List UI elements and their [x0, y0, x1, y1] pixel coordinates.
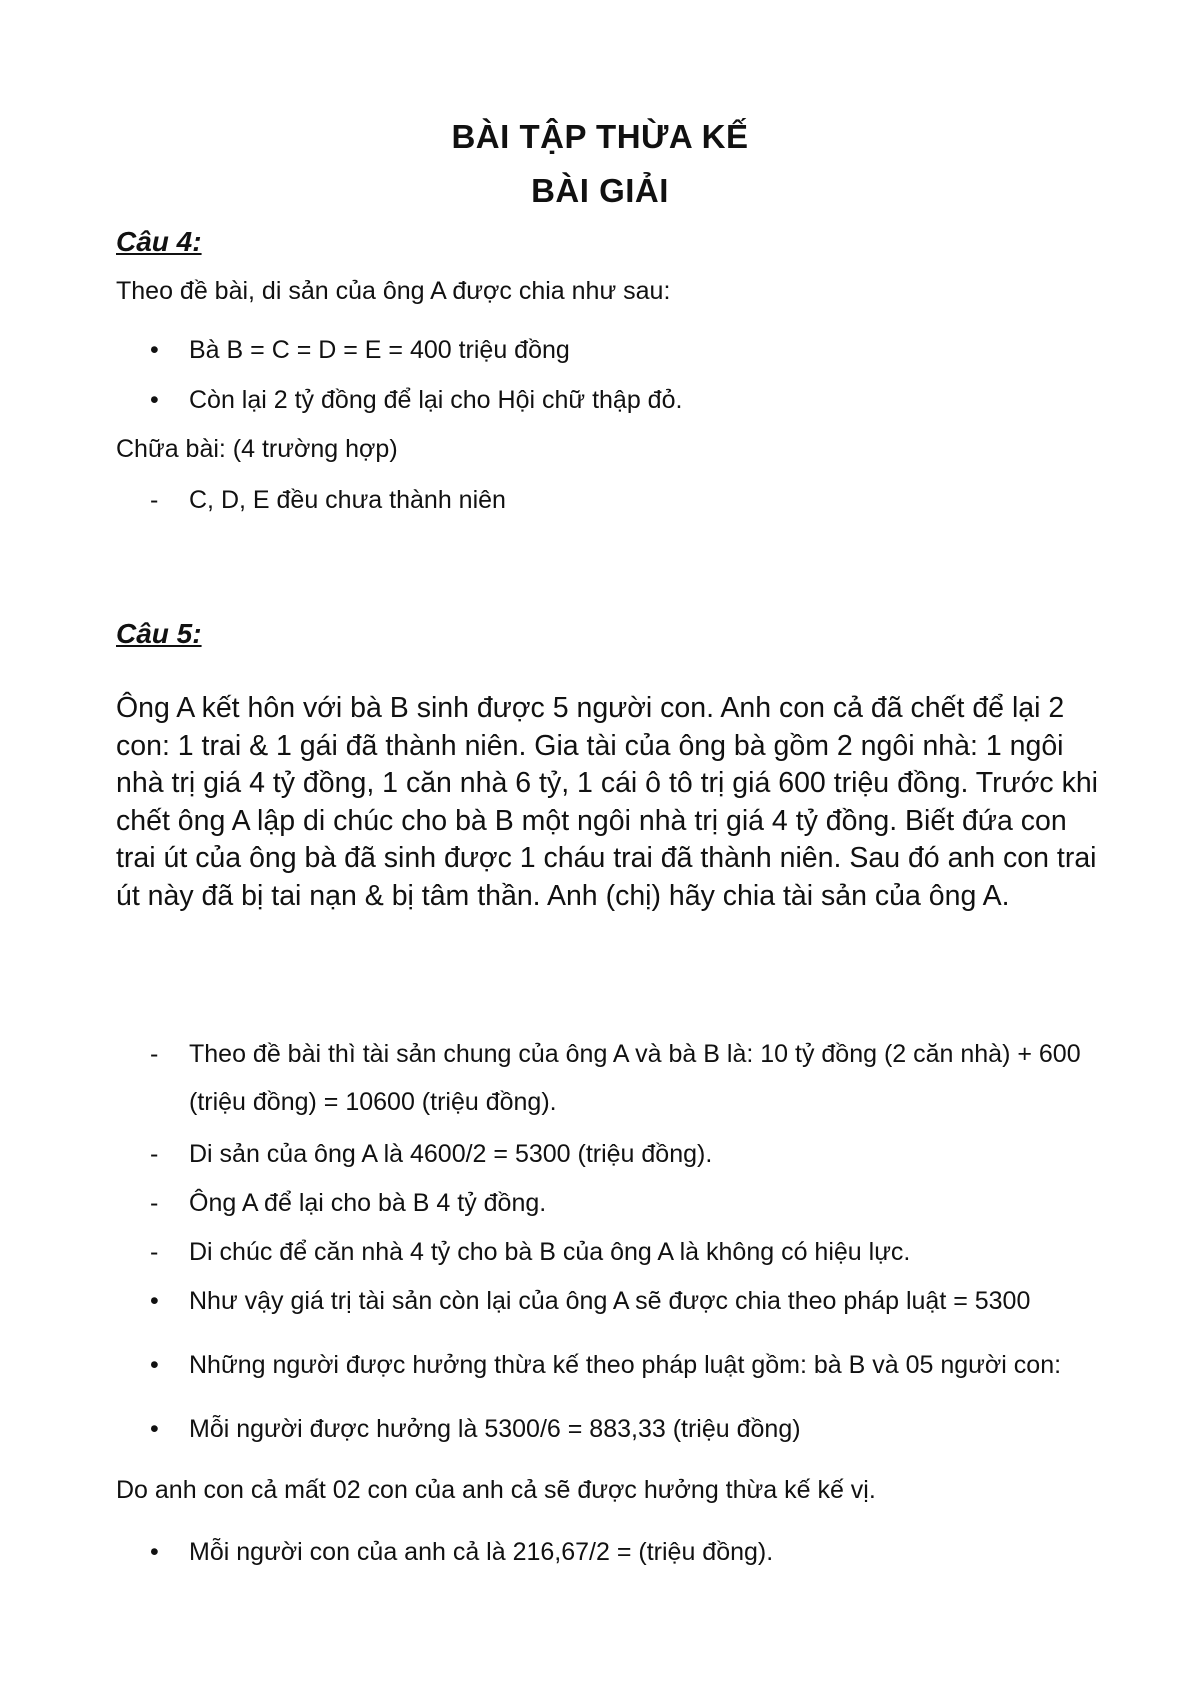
list-item: [116, 1236, 1106, 1268]
document-title: BÀI TẬP THỪA KẾ: [451, 118, 749, 155]
list-item: [116, 1536, 1106, 1568]
list-item-text: Theo đề bài thì tài sản chung của ông A và bà B là: 10 tỷ đồng (2 căn nhà) + 600 (triệu đồng) = 10600 (triệu đồng).: [189, 1040, 1081, 1116]
document-subtitle: BÀI GIẢI: [531, 172, 669, 209]
bullet-marker: •: [150, 1415, 159, 1443]
list-item: [116, 1138, 1106, 1170]
list-item: [116, 384, 1106, 416]
list-item-text: Di chúc để căn nhà 4 tỷ cho bà B của ông A là không có hiệu lực.: [189, 1238, 911, 1266]
bullet-marker: •: [150, 1538, 159, 1566]
bullet-marker: •: [150, 1287, 159, 1315]
list-item-text: Những người được hưởng thừa kế theo pháp luật gồm: bà B và 05 người con:: [189, 1351, 1062, 1379]
dash-marker: -: [150, 1238, 159, 1266]
bullet-marker: •: [150, 336, 159, 364]
list-item-text: Ông A để lại cho bà B 4 tỷ đồng.: [189, 1189, 547, 1217]
question-4-intro: Theo đề bài, di sản của ông A được chia như sau:: [116, 277, 671, 305]
bullet-marker: •: [150, 1351, 159, 1379]
bullet-marker: •: [150, 386, 159, 414]
dash-marker: -: [150, 1040, 159, 1068]
question-5-problem: Ông A kết hôn với bà B sinh được 5 người con. Anh con cả đã chết để lại 2 con: 1 trai & 1 gái đã thành niên. Gia tài của ông bà gồm 2 ngôi nhà: 1 ngôi nhà trị giá 4 tỷ đồng, 1 căn nhà 6 tỷ, 1 cái ô tô trị giá 600 triệu đồng. Trước khi chết ông A lập di chúc cho bà B một ngôi nhà trị giá 4 tỷ đồng. Biết đứa con trai út của ông bà đã sinh được 1 cháu trai đã thành niên. Sau đó anh con trai út này đã bị tai nạn & bị tâm thần. Anh (chị) hãy chia tài sản của ông A.: [116, 692, 1098, 912]
list-item: [116, 1350, 1106, 1380]
fix-label: Chữa bài: (4 trường hợp): [116, 435, 398, 463]
question-4-heading: Câu 4:: [116, 226, 202, 257]
succession-note: Do anh con cả mất 02 con của anh cả sẽ được hưởng thừa kế kế vị.: [116, 1476, 876, 1504]
list-item: [116, 1414, 1106, 1444]
list-item: [116, 1030, 1106, 1126]
dash-marker: -: [150, 486, 159, 514]
list-item: [116, 1286, 1106, 1316]
list-item-text: Như vậy giá trị tài sản còn lại của ông A sẽ được chia theo pháp luật = 5300: [189, 1287, 1031, 1315]
question-5-heading: Câu 5:: [116, 618, 202, 649]
list-item: [116, 484, 1106, 516]
list-item: [116, 1187, 1106, 1219]
dash-marker: -: [150, 1140, 159, 1168]
list-item-text: C, D, E đều chưa thành niên: [189, 486, 506, 514]
list-item-text: Còn lại 2 tỷ đồng để lại cho Hội chữ thập đỏ.: [189, 386, 683, 414]
dash-marker: -: [150, 1189, 159, 1217]
list-item-text: Bà B = C = D = E = 400 triệu đồng: [189, 336, 570, 364]
list-item-text: Di sản của ông A là 4600/2 = 5300 (triệu đồng).: [189, 1140, 713, 1168]
list-item-text: Mỗi người con của anh cả là 216,67/2 = (triệu đồng).: [189, 1538, 774, 1566]
list-item-text: Mỗi người được hưởng là 5300/6 = 883,33 (triệu đồng): [189, 1415, 801, 1443]
list-item: [116, 334, 1106, 366]
